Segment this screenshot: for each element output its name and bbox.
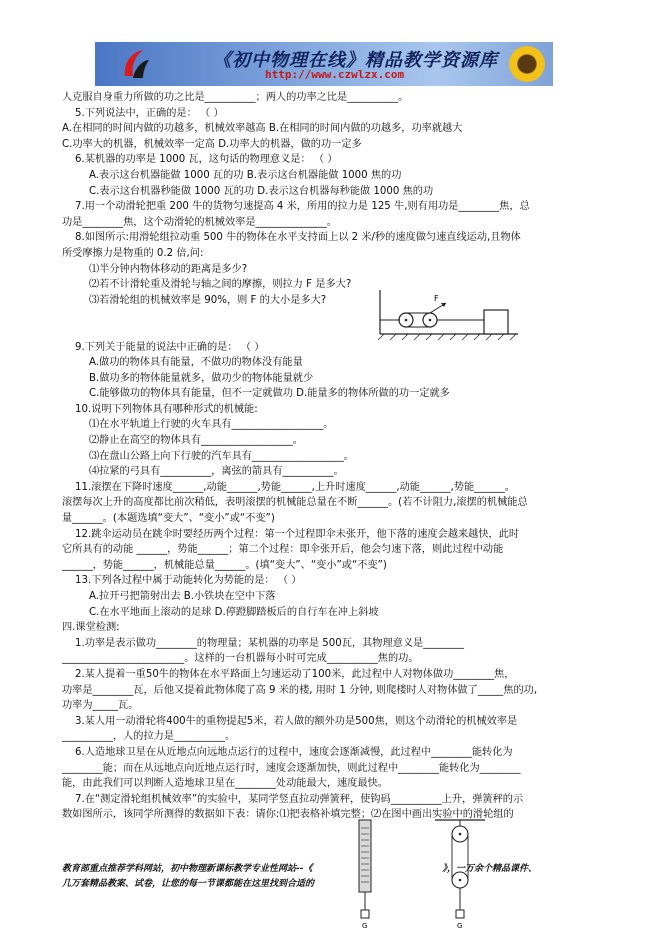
footer-text: 》，一万余个精品课件、: [442, 864, 537, 874]
option-line: C.功率大的机器，机械效率一定高 D.功率大的机器，做的功一定多: [62, 138, 362, 150]
option-line: C.表示这台机器秒能做 1000 瓦的功 D.表示这台机器每秒能做 1000 焦的功: [89, 185, 434, 197]
sunflower-image: [509, 46, 545, 82]
sub-question: ⑶若滑轮组的机械效率是 90%，则 F 的大小是多大?: [89, 294, 327, 306]
header-banner: [95, 42, 553, 86]
text-line: 功率为_____瓦。: [62, 700, 139, 712]
question-8: 8.如图所示:用滑轮组拉动重 500 牛的物体在水平支持面上以 2 米/秒的速度做匀速直线运动,且物体: [75, 232, 521, 244]
text-line: ________________________。这样的一台机器每小时可完成__________焦的功。: [62, 653, 419, 665]
text-line: 滚摆每次上升的高度都比前次稍低，表明滚摆的机械能总量在不断______。(若不计阻力,滚摆的机械能总: [62, 497, 528, 509]
sub-question: ⑶在盘山公路上向下行驶的汽车具有__________________。: [89, 450, 354, 462]
text-line: 所受摩擦力是物重的 0.2 倍,问:: [62, 247, 204, 259]
blank-line: [62, 324, 602, 340]
footer-text: 教育部重点推荐学科网站，初中物理新课标教学专业性网站--《: [62, 864, 313, 874]
banner-url[interactable]: http://www.czwlzx.com: [265, 68, 405, 81]
sub-question: ⑵静止在高空的物体具有__________________。: [89, 435, 303, 447]
text-line: ______，势能______，机械能总量______。(填“变大”、“变小”或“不变”): [62, 559, 387, 571]
site-logo-icon: [121, 48, 151, 80]
banner-title: 《初中物理在线》精品教学资源库: [213, 50, 498, 71]
text-line: 量______。(本题选填“变大”、“变小”或“不变”): [62, 513, 275, 525]
option-line: A.做功的物体具有能量，不做功的物体没有能量: [89, 357, 303, 369]
option-line: C.在水平地面上滚动的足球 D.停蹬脚踏板后的自行车在冲上斜坡: [89, 606, 379, 618]
check-question-2: 2.某人提着一重50牛的物体在水平路面上匀速运动了100米，此过程中人对物体做功________焦，: [75, 668, 515, 680]
sub-question: ⑴半分钟内物体移动的距离是多少?: [89, 263, 248, 275]
check-question-3: 3.某人用一动滑轮将400牛的重物提起5米，若人做的额外功是500焦，则这个动滑轮的机械效率是: [75, 715, 518, 727]
question-9: 9.下列关于能量的说法中正确的是： （ ）: [75, 341, 265, 353]
question-11: 11.滚摆在下降时速度______,动能______,势能______,上升时速度______,动能______,势能______。: [75, 481, 515, 493]
footer-promo: [62, 862, 602, 892]
text-line: __________，人的拉力是__________。: [62, 731, 236, 743]
footer-text: 几万套精品教案、试卷，让您的每一节课都能在这里找到合适的: [62, 879, 315, 889]
text-line: 能，由此我们可以判断人造地球卫星在________处动能最大，速度最快。: [62, 778, 388, 790]
question-13: 13.下列各过程中属于动能转化为势能的是： （ ）: [75, 575, 302, 587]
question-7: 7.用一个动滑轮把重 200 牛的货物匀速提高 4 米，所用的拉力是 125 牛,则有用功是________焦，总: [75, 201, 530, 213]
pulley-diagram: [378, 290, 520, 344]
check-question-1: 1.功率是表示做功________的物理量；某机器的功率是 500瓦，其物理意义是________: [75, 637, 464, 649]
question-6: 6.某机器的功率是 1000 瓦，这句话的物理意义是： （ ）: [75, 154, 338, 166]
force-label: F: [434, 294, 439, 303]
text-line: 功是________焦，这个动滑轮的机械效率是______________。: [62, 216, 338, 228]
text-line: 功率是________瓦，后他又提着此物体爬了高 9 米的楼, 用时 1 分钟, 则爬楼时人对物体做了_____焦的功,: [62, 684, 538, 696]
option-line: C.能够做功的物体具有能量，但不一定就做功 D.能量多的物体所做的功一定就多: [89, 388, 450, 400]
section-heading: 四.课堂检测:: [62, 622, 120, 634]
check-question-6: 6.人造地球卫星在从近地点向远地点运行的过程中，速度会逐渐减慢，此过程中________能转化为: [75, 746, 513, 758]
check-question-7: 7.在“测定滑轮组机械效率”的实验中，某同学竖直拉动弹簧秤，使钩码__________上升，弹簧秤的示: [75, 793, 524, 805]
text-line: 人克服自身重力所做的功之比是__________；两人的功率之比是__________。: [62, 92, 409, 103]
question-12: 12.跳伞运动员在跳伞时要经历两个过程：第一个过程即伞未张开，他下落的速度会越来越快，此时: [75, 528, 520, 540]
sub-question: ⑵若不计滑轮重及滑轮与轴之间的摩擦，则拉力 F 是多大?: [89, 279, 352, 291]
option-line: A.表示这台机器能做 1000 瓦的功 B.表示这台机器能做 1000 焦的功: [89, 169, 402, 181]
option-line: A.拉开弓把箭射出去 B.小铁块在空中下落: [89, 591, 276, 602]
blank-line: [62, 308, 602, 324]
question-10: 10.说明下列物体具有哪种形式的机械能:: [75, 403, 258, 415]
option-line: B.做功多的物体能量就多，做功少的物体能量就少: [89, 372, 314, 384]
document-body: [62, 90, 602, 823]
text-line: 数如图所示，该同学所测得的数据如下表：请你:⑴把表格补填完整；⑵在图中画出实验中的滑轮组的: [62, 809, 514, 821]
text-line: ________能；而在从远地点向近地点运行时，速度会逐渐加快，则此过程中________能转化为________: [62, 762, 521, 774]
question-5: 5.下列说法中，正确的是： （ ）: [75, 107, 224, 119]
text-line: 它所具有的动能 ______，势能______；第二个过程：即伞张开后，他会匀速下落，则此过程中动能: [62, 544, 504, 556]
option-line: A.在相同的时间内做的功越多，机械效率越高 B.在相同的时间内做的功越多，功率就越大: [62, 123, 463, 135]
sub-question: ⑴在水平轨道上行驶的火车具有__________________。: [89, 419, 334, 431]
weight-label: G: [457, 922, 463, 930]
weight-label: G: [362, 922, 368, 930]
sub-question: ⑷拉紧的弓具有__________，离弦的箭具有__________。: [89, 466, 344, 478]
